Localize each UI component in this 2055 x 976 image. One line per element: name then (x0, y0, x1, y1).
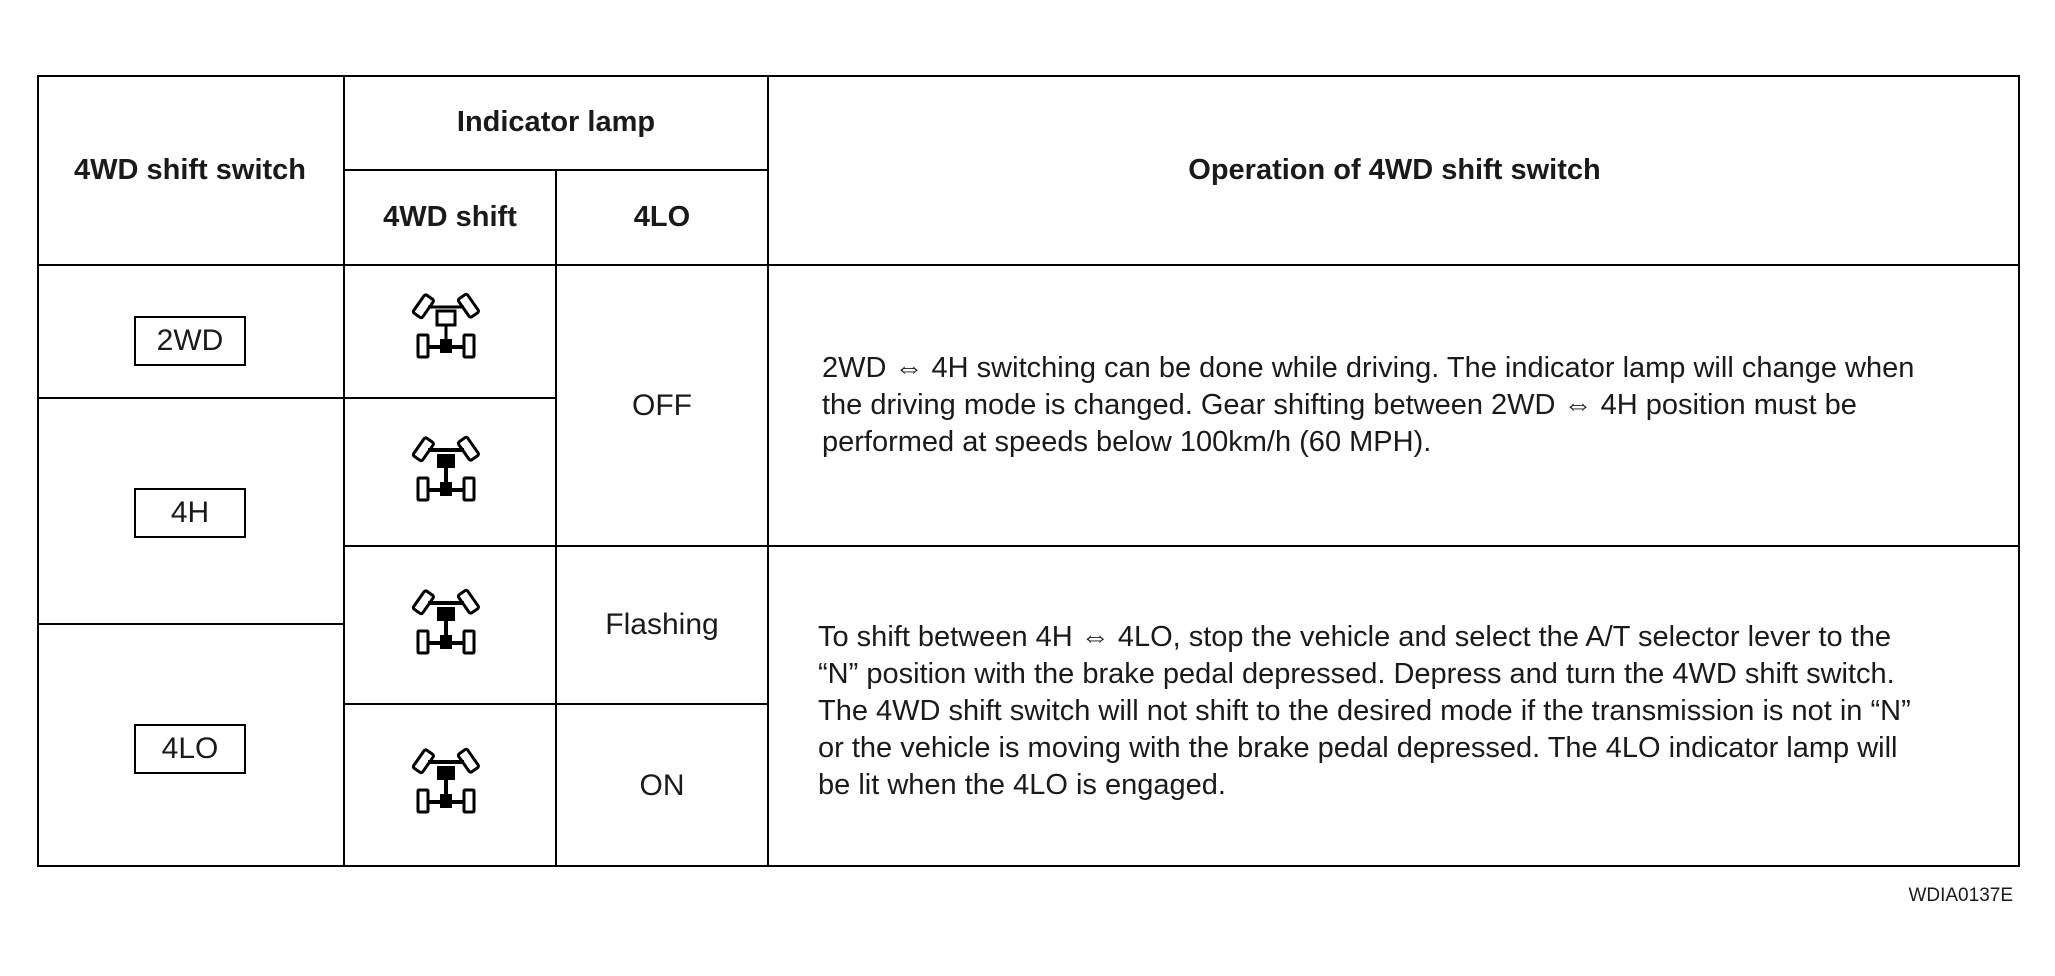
header-operation: Operation of 4WD shift switch (1188, 153, 1601, 186)
switch-position-4lo: 4LO (134, 724, 246, 774)
4wd-drivetrain-icon (406, 742, 486, 822)
4wd-drivetrain-icon (406, 430, 486, 510)
text-line: or the vehicle is moving with the brake pedal depressed. The 4LO indicator lamp will (818, 732, 1898, 764)
operation-text-2wd-4h (822, 350, 1914, 461)
4wd-drivetrain-icon (406, 583, 486, 663)
lo-state-on: ON (639, 769, 685, 802)
switch-row-line-2 (37, 623, 345, 625)
switch-position-2wd: 2WD (134, 316, 246, 366)
header-4wd-shift: 4WD shift (383, 201, 517, 233)
text-line: performed at speeds below 100km/h (60 MPH). (822, 426, 1432, 458)
switch-position-4h: 4H (134, 488, 246, 538)
header-4wd-shift-switch: 4WD shift switch (73, 153, 306, 186)
header-indicator-lamp: Indicator lamp (456, 105, 656, 138)
2wd-drivetrain-icon (406, 287, 486, 367)
text-line: To shift between 4H ⇔ 4LO, stop the vehicle and select the A/T selector lever to the (818, 621, 1892, 653)
text-line: be lit when the 4LO is engaged. (818, 769, 1226, 801)
operation-text-4h-4lo (818, 619, 1911, 804)
text-line: the driving mode is changed. Gear shifting between 2WD ⇔ 4H position must be (822, 389, 1857, 421)
text-line: The 4WD shift switch will not shift to the desired mode if the transmission is not in “N” (818, 695, 1911, 727)
icon-row-line-1 (343, 397, 557, 399)
text-line: “N” position with the brake pedal depressed. Depress and turn the 4WD shift switch. (818, 658, 1895, 690)
lo-state-off: OFF (632, 388, 692, 422)
switch-row-line-1 (37, 397, 345, 399)
text-line: 2WD ⇔ 4H switching can be done while driving. The indicator lamp will change when (822, 352, 1915, 384)
lo-state-flashing: Flashing (605, 608, 719, 641)
header-4lo: 4LO (633, 201, 691, 233)
figure-code: WDIA0137E (1908, 885, 2013, 906)
